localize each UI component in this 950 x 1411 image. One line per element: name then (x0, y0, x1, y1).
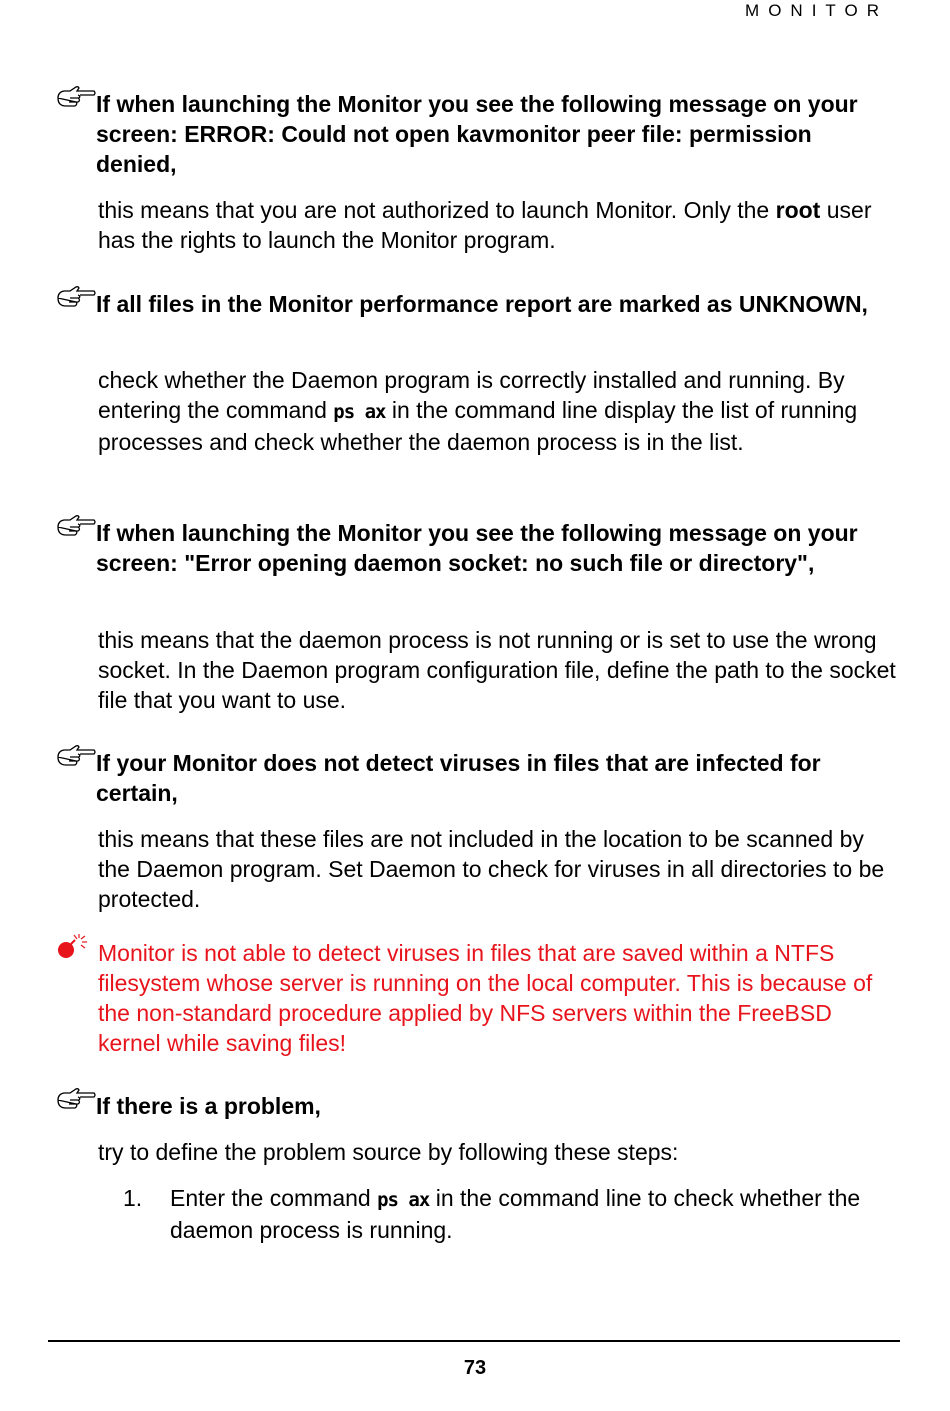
page-number: 73 (463, 1357, 487, 1379)
warning-note: Monitor is not able to detect viruses in files that are saved within a NTFS filesystem whose server is running on the local computer. This is because of the non-standard procedure applied by NFS servers within the FreeBSD kernel while saving files! (98, 940, 873, 1056)
section-body: check whether the Daemon program is correctly installed and running. By entering the command ps ax in the command line display the list of running processes and check whether the daemon process is in the list. (98, 367, 858, 455)
pointing-hand-icon (56, 284, 96, 310)
running-head: MONITOR (745, 1, 888, 20)
pointing-hand-icon (56, 84, 96, 110)
section-heading: If all files in the Monitor performance report are marked as UNKNOWN, (96, 291, 868, 317)
pointing-hand-icon (56, 743, 96, 769)
section-body: this means that you are not authorized to launch Monitor. Only the root user has the rights to launch the Monitor program. (98, 197, 872, 253)
command-text: ps ax (333, 401, 386, 423)
section-heading: If when launching the Monitor you see the following message on your screen: ERROR: Could not open kavmonitor peer file: permission denied, (96, 91, 858, 177)
root-keyword: root (775, 197, 821, 223)
pointing-hand-icon (56, 1086, 96, 1112)
pointing-hand-icon (56, 513, 96, 539)
command-text: ps ax (377, 1189, 430, 1211)
section-body: this means that these files are not included in the location to be scanned by the Daemon program. Set Daemon to check for viruses in all directories to be protected. (98, 826, 885, 912)
section-body: try to define the problem source by following these steps: (98, 1139, 679, 1165)
section-heading: If your Monitor does not detect viruses in files that are infected for certain, (96, 750, 821, 806)
bomb-icon (57, 934, 95, 960)
section-heading: If there is a problem, (96, 1093, 321, 1119)
step-number: 1. (123, 1185, 143, 1211)
footer-rule (48, 1340, 900, 1342)
step-text: Enter the command ps ax in the command line to check whether the daemon process is running. (170, 1185, 861, 1243)
section-heading: If when launching the Monitor you see the following message on your screen: "Error opening daemon socket: no such file or directory", (96, 520, 858, 576)
section-body: this means that the daemon process is not running or is set to use the wrong socket. In the Daemon program configuration file, define the path to the socket file that you want to use. (98, 627, 896, 713)
